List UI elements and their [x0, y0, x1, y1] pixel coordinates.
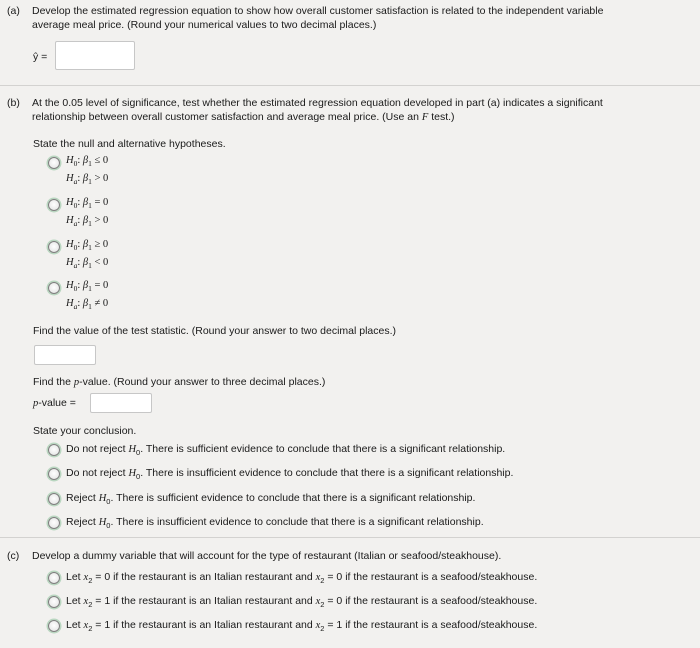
conclusion-option: Do not reject $H_0$. There is insufficient evidence to conclude that there is a significant relationship. [66, 467, 514, 482]
part-a-question-line2: average meal price. (Round your numerical values to two decimal places.) [32, 19, 377, 31]
part-c-label: (c) [7, 550, 20, 562]
dummy-variable-radio[interactable] [48, 596, 60, 608]
conclusion-radio[interactable] [48, 517, 60, 529]
conclusion-option: Reject $H_0$. There is sufficient evidence to conclude that there is a significant relationship. [66, 492, 476, 507]
part-b-label: (b) [7, 97, 20, 109]
part-b-question-line2: relationship between overall customer satisfaction and average meal price. (Use an F test.) [32, 111, 455, 123]
section-divider [0, 85, 700, 86]
dummy-variable-option: Let $x_2 = 1$ if the restaurant is an Italian restaurant and $x_2 = 0$ if the restaurant is a seafood/steakhouse. [66, 595, 538, 610]
alternative-hypothesis: $H_a$: $\beta_1 > 0$ [66, 215, 109, 229]
section-divider [0, 537, 700, 538]
conclusion-radio[interactable] [48, 444, 60, 456]
dummy-variable-option: Let $x_2 = 1$ if the restaurant is an Italian restaurant and $x_2 = 1$ if the restaurant is a seafood/steakhouse. [66, 619, 538, 634]
yhat-label: ŷ = [33, 51, 48, 63]
alternative-hypothesis: $H_a$: $\beta_1 \ne 0$ [66, 298, 109, 312]
dummy-variable-radio[interactable] [48, 620, 60, 632]
hypotheses-prompt: State the null and alternative hypotheses. [33, 138, 226, 150]
conclusion-radio[interactable] [48, 493, 60, 505]
hypothesis-radio[interactable] [48, 157, 60, 169]
part-a-question-line1: Develop the estimated regression equation to show how overall customer satisfaction is related to the independent variable [32, 5, 604, 17]
alternative-hypothesis: $H_a$: $\beta_1 > 0$ [66, 173, 109, 187]
test-statistic-prompt: Find the value of the test statistic. (Round your answer to two decimal places.) [33, 325, 397, 337]
null-hypothesis: $H_0$: $\beta_1 \ge 0$ [66, 239, 109, 253]
pvalue-label: p-value = [33, 397, 76, 409]
conclusion-option: Reject $H_0$. There is insufficient evidence to conclude that there is a significant relationship. [66, 516, 484, 531]
conclusion-radio[interactable] [48, 468, 60, 480]
regression-equation-input[interactable] [55, 41, 135, 70]
null-hypothesis: $H_0$: $\beta_1 = 0$ [66, 280, 109, 294]
conclusion-option: Do not reject $H_0$. There is sufficient evidence to conclude that there is a significant relationship. [66, 443, 506, 458]
part-a-label: (a) [7, 5, 20, 17]
pvalue-prompt: Find the p-value. (Round your answer to three decimal places.) [33, 376, 326, 388]
null-hypothesis: $H_0$: $\beta_1 = 0$ [66, 197, 109, 211]
pvalue-input[interactable] [90, 393, 152, 413]
hypothesis-radio[interactable] [48, 241, 60, 253]
conclusion-prompt: State your conclusion. [33, 425, 137, 437]
dummy-variable-radio[interactable] [48, 572, 60, 584]
null-hypothesis: $H_0$: $\beta_1 \le 0$ [66, 155, 109, 169]
part-c-question: Develop a dummy variable that will account for the type of restaurant (Italian or seafood/steakhouse). [32, 550, 502, 562]
dummy-variable-option: Let $x_2 = 0$ if the restaurant is an Italian restaurant and $x_2 = 0$ if the restaurant is a seafood/steakhouse. [66, 571, 538, 586]
alternative-hypothesis: $H_a$: $\beta_1 < 0$ [66, 257, 109, 271]
hypothesis-radio[interactable] [48, 199, 60, 211]
hypothesis-radio[interactable] [48, 282, 60, 294]
part-b-question-line1: At the 0.05 level of significance, test whether the estimated regression equation developed in part (a) indicates a significant [32, 97, 603, 109]
test-statistic-input[interactable] [34, 345, 96, 365]
